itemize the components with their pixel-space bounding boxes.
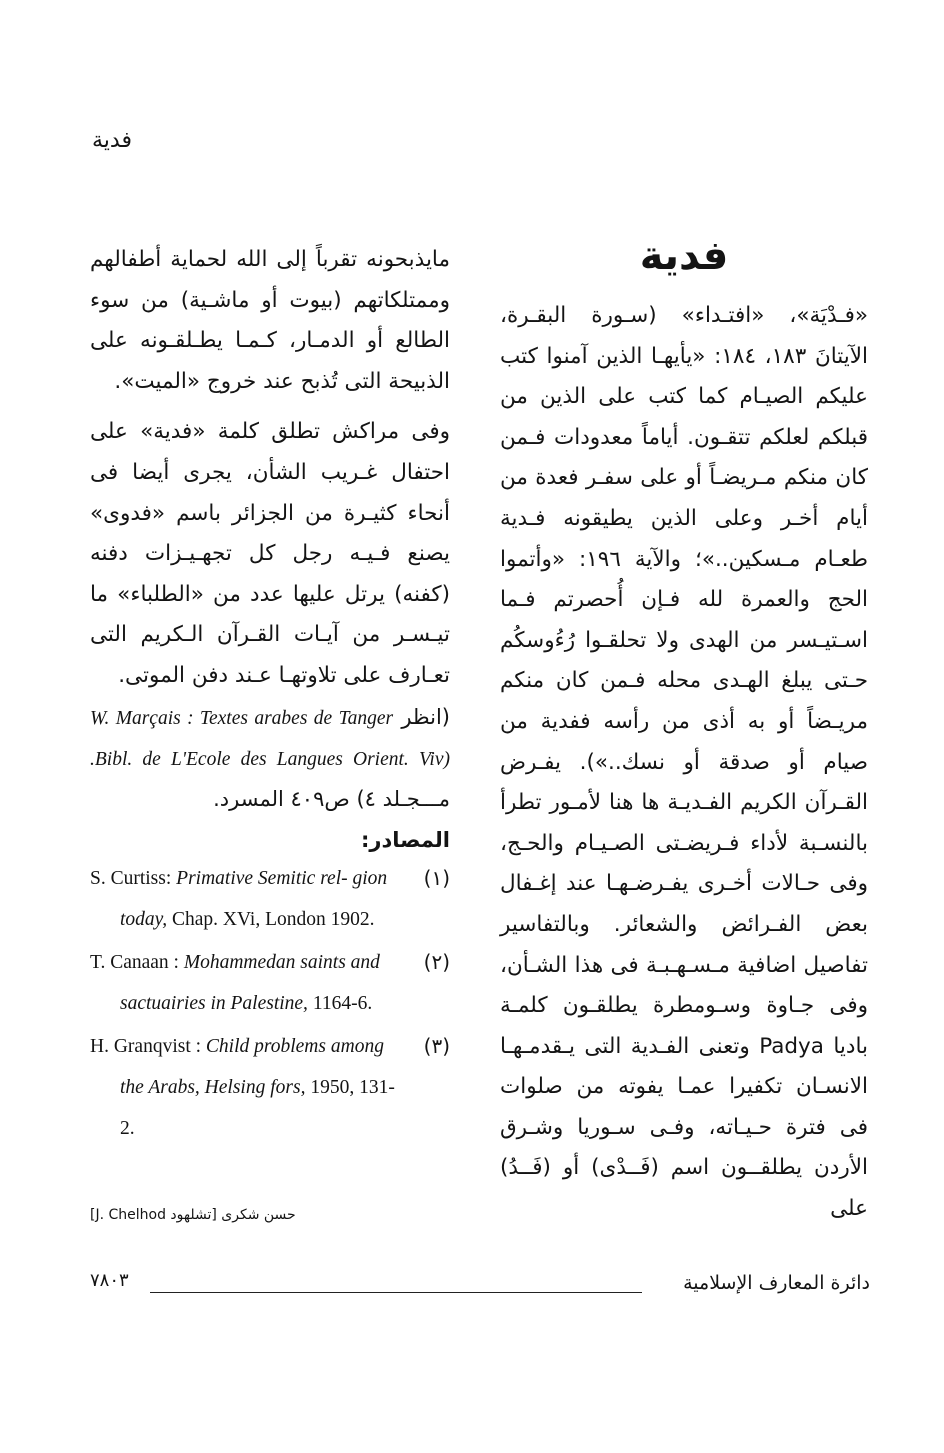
reference-author: T. Canaan : [90,951,179,973]
reference-author: S. Curtiss: [90,867,172,889]
reference-details: Chap. XVi, London 1902. [172,908,375,930]
right-column [500,234,868,1230]
reference-author: H. Granqvist : [90,1035,202,1057]
paragraph-2: وفى مراكش تطلق كلمة «فدية» على احتفال غـريب الشأن، يجرى أيضا فى أنحاء كثيـرة من الجزائر باسم «فدوى» يصنع فـيـه رجل كل تجهـيـزات دفنه (كفنه) يرتل عليها عدد من «الطلباء» ما تيـسـر من آيـات القـرآن الـكريم التى تعـارف على تلاوتهـا عـند دفن الموتى. [90,419,450,688]
citation-close: مـــجـلد ٤) ص٤٠٩ المسرد. [213,786,450,811]
paragraph-1: مايذبحونه تقرباً إلى الله لحماية أطفالهم وممتلكاتهم (بيوت أو ماشـية) من سوء الطالع أو الدمـار، كـمـا يطـلقـونه على الذبيحة التى تُذبح عند خروج «الميت». [90,247,450,394]
author-signature: حسن شكرى [تشلهود J. Chelhod] [90,1207,296,1223]
reference-number: (٢) [423,949,450,974]
sources-heading: المصادر: [360,827,450,852]
citation-work: W. Marçais : Textes arabes de Tanger (Bibl. de L'Ecole des Langues Orient. Viv. [90,707,450,770]
reference-number: (١) [423,865,450,890]
reference-details: 1950, 131-2. [120,1076,395,1139]
article-title: فدية [639,233,729,279]
reference-title: Child problems among the Arabs, Helsing fors, [120,1035,384,1098]
footer-rule [150,1292,642,1293]
reference-item [90,942,450,1024]
running-header: فدية [92,128,132,153]
reference-details: 1164-6. [312,992,373,1014]
citation-open: (انظر [401,704,450,729]
reference-item [90,1026,450,1149]
page-footer [90,1270,870,1300]
reference-title: Mohammedan saints and sactuairies in Palestine, [120,951,380,1014]
left-column [90,240,450,1151]
article-body-right: «فـدْيَة»، «افتـداء» (سـورة البقـرة، الآيتانَ ١٨٣، ١٨٤: «يأيهـا الذين آمنوا كتب عليكم الصيـام كما كتب على الذين من قبلكم لعلكم تتقـون. أياماً معدودات فـمن كان منكم مـريضـاً أو على سفـر فعدة من أيام أخـر وعلى الذين يطيقونه فـدية طعـام مـسكين..»؛ والآية ١٩٦: «وأتموا الحج والعمرة لله فـإن أُحصرتم فـما اسـتيـسر من الهدى ولا تحلقـوا رُءُوسكُم حـتى يبلغ الهـدى محله فـمن كان منكم مريـضاً أو به أذى من رأسه ففدية من صيام أو صدقة أو نسك..»). يفـرض القـرآن الكريم الفـديـة ها هنا لأمـور تطرأ بالنسـبة لأداء فـريضـتى الصـيـام والحـج، وفى حـالات أخـرى يفـرضـهـا عند إغـفال بعض الفـرائض والشعائر. وبالتفاسير تفاصيل اضافية مـسـهـبـة فى هذا الشـأن، وفى جـاوة وسـومطرة يطلقـون كلمـة باديا Padya وتعنى الفـدية التى يـقدمـهـا الانسـان تكفيرا عمـا يفوته من صلوات فى فترة حـيـاته، وفـى سـوريا وشـرق الأردن يطلقــون اسم (فَــدْى) أو (فَــدُ) على [500,303,868,1222]
page-number: ٧٨٠٣ [90,1270,129,1291]
citation [90,697,450,820]
reference-number: (٣) [423,1033,450,1058]
reference-title: Primative Semitic rel- gion today, [120,867,388,930]
publication-name: دائرة المعارف الإسلامية [683,1272,870,1294]
reference-item [90,858,450,940]
